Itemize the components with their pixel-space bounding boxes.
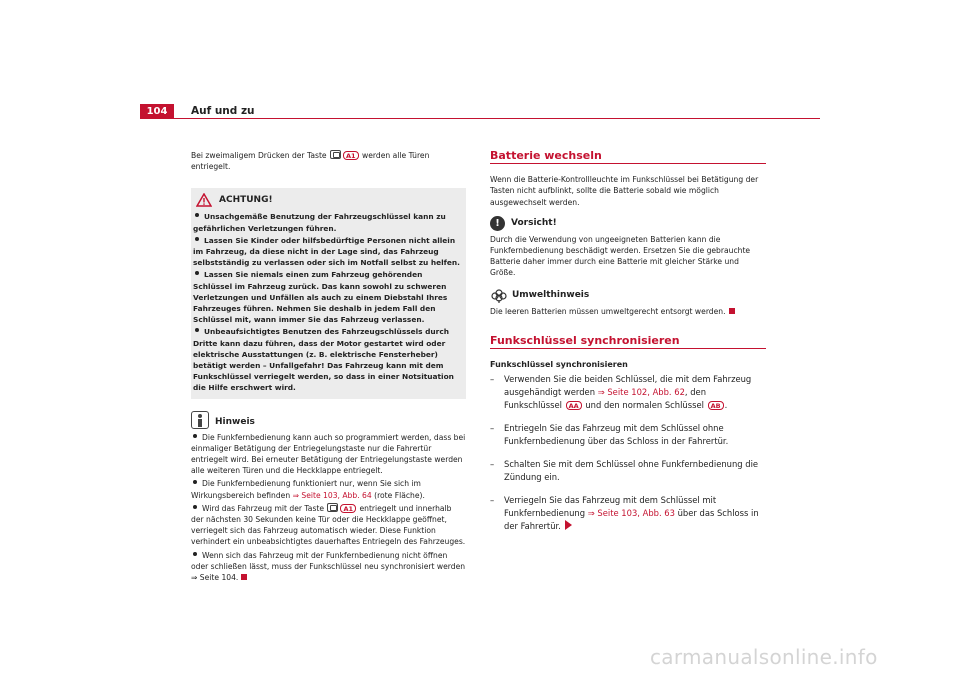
environment-text: Die leeren Batterien müssen umweltgerecht entsorgt werden. <box>490 306 766 317</box>
environment-flower-icon <box>490 289 508 303</box>
key-badge-a1: A1 <box>340 504 356 513</box>
note-header <box>191 411 466 429</box>
warning-item: Lassen Sie Kinder oder hilfsbedürftige Personen nicht allein im Fahrzeug, da diese nicht in der Lage sind, das Fahrzeug selbstständig zu verlassen oder sich im Notfall selbst zu helfen. <box>193 235 460 268</box>
sync-step-list <box>490 373 766 533</box>
unlock-key-icon <box>330 150 341 159</box>
sync-section-title: Funkschlüssel synchronisieren <box>490 335 766 349</box>
bullet-icon <box>195 328 199 332</box>
page-reference: ⇒ Seite 104. <box>191 573 239 583</box>
watermark: carmanualsonline.info <box>650 645 878 669</box>
note-list <box>191 432 466 584</box>
environment-title: Umwelthinweis <box>512 290 590 301</box>
battery-text: Wenn die Batterie-Kontrollleuchte im Funkschlüssel bei Betätigung der Tasten nicht aufblinkt, sollte die Batterie sobald wie möglich ausgewechselt werden. <box>490 175 759 207</box>
intro-paragraph: Bei zweimaligem Drücken der Taste A1 werden alle Türen entriegelt. <box>191 151 430 172</box>
caution-title: Vorsicht! <box>511 217 557 228</box>
warning-item: Lassen Sie niemals einen zum Fahrzeug gehörenden Schlüssel im Fahrzeug zurück. Das kann sowohl zu schweren Verletzungen und Unfällen als auch zu einem Diebstahl Ihres Fahrzeuges führen. Nehmen Sie deshalb in jedem Fall den Schlüssel mit, wann immer Sie das Fahrzeug verlassen. <box>193 270 448 325</box>
warning-triangle-icon <box>196 193 212 207</box>
step-item: – Verwenden Sie die beiden Schlüssel, die mit dem Fahrzeug ausgehändigt werden ⇒ Seite 102, Abb. 62, den Funkschlüssel AA und den normalen Schlüssel AB . <box>490 374 752 411</box>
note-item: Wird das Fahrzeug mit der Taste A1 entriegelt und innerhalb der nächsten 30 Sekunden keine Tür oder die Heckklappe geöffnet, verriegelt sich das Fahrzeug automatisch wieder. Diese Funktion verhindert ein unbeabsichtigtes dauerhaftes Entriegeln des Fahrzeuges. <box>191 503 466 547</box>
note-item: Wenn sich das Fahrzeug mit der Funkfernbedienung nicht öffnen oder schließen lässt, muss der Funkschlüssel neu synchronisiert werden ⇒ Seite 104. <box>191 550 466 583</box>
left-column <box>191 150 466 585</box>
note-title: Hinweis <box>215 417 255 428</box>
section-end-icon <box>241 574 247 580</box>
bullet-icon <box>195 271 199 275</box>
bullet-icon <box>195 213 199 217</box>
continue-arrow-icon <box>565 520 572 530</box>
key-badge-a1: A1 <box>343 151 359 160</box>
warning-item: Unsachgemäße Benutzung der Fahrzeugschlüssel kann zu gefährlichen Verletzungen führen. <box>193 212 446 233</box>
step-item: – Schalten Sie mit dem Schlüssel ohne Funkfernbedienung die Zündung ein. <box>490 459 759 483</box>
warning-header <box>191 193 466 207</box>
right-column <box>490 150 766 543</box>
caution-header <box>490 216 766 231</box>
warning-item: Unbeaufsichtigtes Benutzen des Fahrzeugschlüssels durch Dritte kann dazu führen, dass der Motor gestartet wird oder elektrische Ausstattungen (z. B. elektrische Fensterheber) betätigt werden – Unfallgefahr! Das Fahrzeug kann mit dem Funkschlüssel verriegelt werden, so dass in einer Notsituation die Hilfe erschwert wird. <box>193 327 454 393</box>
caution-exclamation-icon: ! <box>490 216 505 231</box>
warning-box <box>191 188 466 398</box>
bullet-icon <box>193 552 197 556</box>
bullet-icon <box>195 237 199 241</box>
section-end-icon <box>729 308 735 314</box>
note-item: Die Funkfernbedienung funktioniert nur, wenn Sie sich im Wirkungsbereich befinden ⇒ Seite 103, Abb. 64 (rote Fläche). <box>191 479 425 500</box>
step-item: – Verriegeln Sie das Fahrzeug mit dem Schlüssel mit Funkfernbedienung ⇒ Seite 103, Abb. 63 über das Schloss in der Fahrertür. <box>490 495 759 532</box>
bullet-icon <box>193 505 197 509</box>
warning-list <box>191 211 466 393</box>
caution-text: Durch die Verwendung von ungeeigneten Batterien kann die Funkfernbedienung beschädigt werden. Ersetzen Sie die gebrauchte Batterie daher immer durch eine Batterie mit gleicher Stärke und Größe. <box>490 234 751 278</box>
unlock-key-icon <box>327 503 338 512</box>
page-reference-link[interactable]: ⇒ Seite 102, Abb. 62 <box>597 387 685 398</box>
step-item: – Entriegeln Sie das Fahrzeug mit dem Schlüssel ohne Funkfernbedienung über das Schloss in der Fahrertür. <box>490 423 729 447</box>
warning-title: ACHTUNG! <box>219 194 273 205</box>
note-item: Die Funkfernbedienung kann auch so programmiert werden, dass bei einmaliger Betätigung der Entriegelungstaste nur die Fahrertür entriegelt wird. Bei erneuter Betätigung der Entriegelungstaste werden alle weiteren Türen und die Heckklappe entriegelt. <box>191 432 466 476</box>
environment-header <box>490 289 766 303</box>
page-reference-link[interactable]: ⇒ Seite 103, Abb. 63 <box>587 508 675 519</box>
key-badge-ab: AB <box>708 401 724 410</box>
info-icon <box>191 411 209 429</box>
bullet-icon <box>193 434 197 438</box>
battery-section-title: Batterie wechseln <box>490 150 766 164</box>
bullet-icon <box>193 480 197 484</box>
sync-subtitle: Funkschlüssel synchronisieren <box>490 360 628 370</box>
page-reference-link[interactable]: ⇒ Seite 103, Abb. 64 <box>292 490 372 500</box>
header-rule <box>140 118 820 119</box>
page-number: 104 <box>140 104 174 119</box>
key-badge-aa: AA <box>566 401 582 410</box>
page-header-title: Auf und zu <box>191 105 255 117</box>
